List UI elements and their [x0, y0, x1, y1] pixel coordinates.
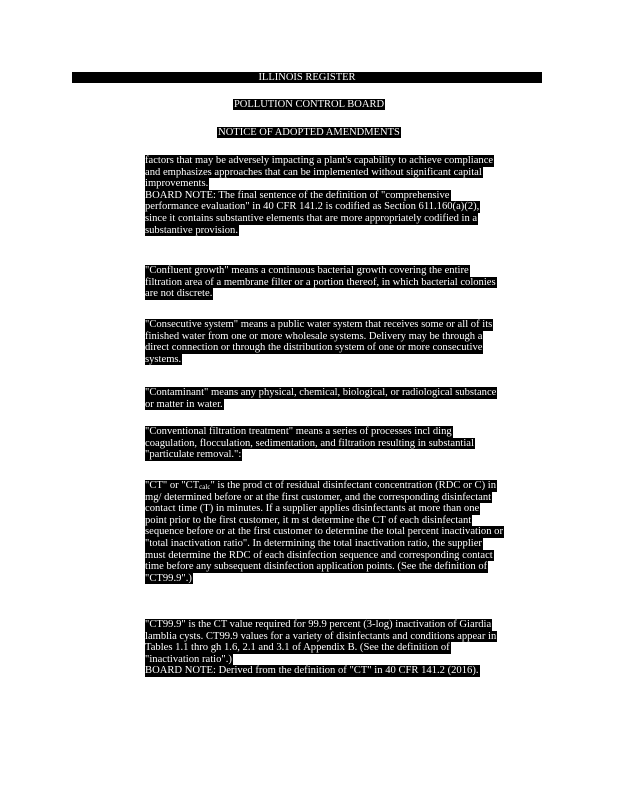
text-line: improvements. — [145, 178, 209, 190]
text-line: "inactivation ratio".) — [145, 653, 232, 665]
notice-title: NOTICE OF ADOPTED AMENDMENTS — [218, 127, 400, 138]
text-line: "CT" or "$CT_{calc}$" is the prod ct of residual disinfectant concentration (RDC or C) in — [145, 480, 497, 491]
definition-contaminant — [145, 387, 497, 410]
text-line: lamblia cysts. CT99.9 values for a variety of disinfectants and conditions appear in — [145, 630, 497, 642]
definition-ct — [145, 480, 504, 584]
text-line: time before any subsequent disinfection application points. (See the definition of — [145, 561, 488, 573]
definition-consecutive-system — [145, 319, 493, 365]
text-line: "Contaminant" means any physical, chemical, biological, or radiological substance — [145, 387, 497, 398]
text-line: direct connection or through the distribution system of one or more consecutive — [145, 342, 483, 354]
definition-ct99-9 — [145, 619, 497, 677]
text-line: contact time (T) in minutes. If a supplier applies disinfectants at more than one — [145, 503, 480, 515]
text-line: mg/ determined before or at the first customer, and the corresponding disinfectant — [145, 491, 492, 503]
text-line: "CT99.9".) — [145, 572, 192, 584]
register-header: ILLINOIS REGISTER — [72, 72, 542, 83]
text-line: filtration area of a membrane filter or a portion thereof, in which bacterial colonies — [145, 276, 496, 288]
text-line: BOARD NOTE: Derived from the definition of "CT" in 40 CFR 141.2 (2016). — [145, 665, 479, 677]
text-line: are not discrete. — [145, 288, 213, 300]
text-line: "CT99.9" is the CT value required for 99.9 percent (3-log) inactivation of Giardia — [145, 619, 492, 630]
text-line: must determine the RDC of each disinfection sequence and corresponding contact — [145, 549, 493, 561]
definition-conventional-filtration — [145, 426, 475, 461]
text-line: factors that may be adversely impacting a plant's capability to achieve compliance — [145, 155, 494, 166]
text-line: "Confluent growth" means a continuous bacterial growth covering the entire — [145, 265, 469, 276]
text-line: or matter in water. — [145, 398, 223, 410]
text-line: substantive provision. — [145, 224, 238, 236]
text-line: "Consecutive system" means a public water system that receives some or all of its — [145, 319, 493, 330]
board-title: POLLUTION CONTROL BOARD — [233, 99, 385, 110]
text-line: and emphasizes approaches that can be implemented without significant capital — [145, 166, 482, 178]
text-line: "Conventional filtration treatment" means a series of processes incl ding — [145, 426, 452, 437]
text-line: finished water from one or more wholesale systems. Delivery may be through a — [145, 330, 483, 342]
text-line: Tables 1.1 thro gh 1.6, 2.1 and 3.1 of Appendix B. (See the definition of — [145, 642, 450, 654]
paragraph-compliance-factors — [145, 155, 494, 236]
text-line: "total inactivation ratio". In determining the total inactivation ratio, the supplier — [145, 537, 482, 549]
text-line: sequence before or at the first customer to determine the total percent inactivation or — [145, 526, 503, 538]
text-line: systems. — [145, 353, 182, 365]
text-line: since it contains substantive elements that are more appropriately codified in a — [145, 212, 478, 224]
text-line: point prior to the first customer, it m st determine the CT of each disinfectant — [145, 514, 472, 526]
text-line: coagulation, flocculation, sedimentation, and filtration resulting in substantial — [145, 437, 474, 449]
text-line: BOARD NOTE: The final sentence of the definition of "comprehensive — [145, 189, 450, 201]
text-line: "particulate removal.": — [145, 449, 242, 461]
definition-confluent-growth — [145, 265, 497, 300]
text-line: performance evaluation" in 40 CFR 141.2 is codified as Section 611.160(a)(2), — [145, 201, 480, 213]
